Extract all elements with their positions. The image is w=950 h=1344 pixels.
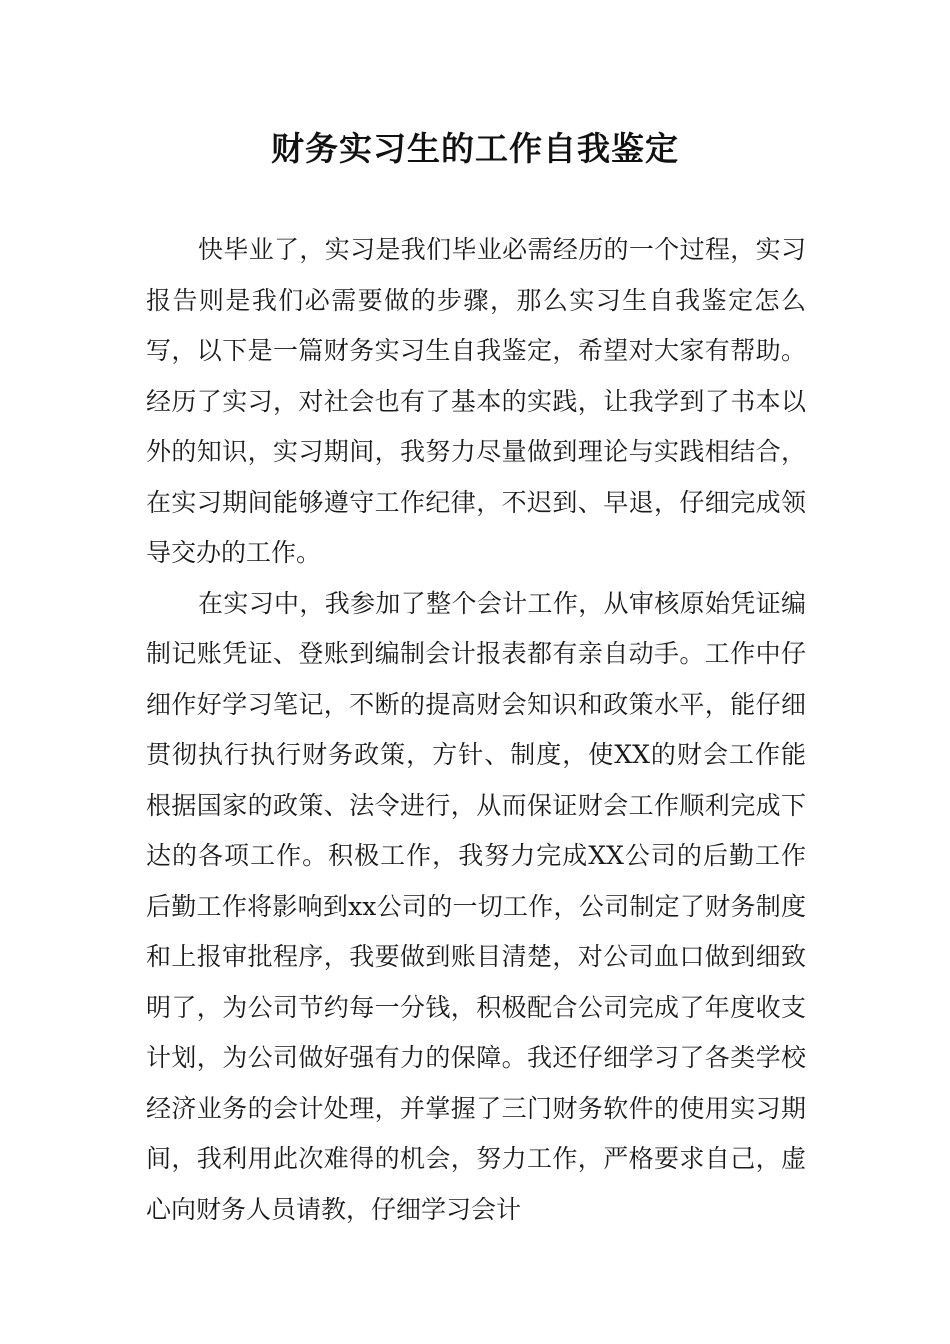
paragraph-intro: 快毕业了，实习是我们毕业必需经历的一个过程，实习报告则是我们必需要做的步骤，那么实习生自我鉴定怎么写，以下是一篇财务实习生自我鉴定，希望对大家有帮助。经历了实习，对社会也有了基本的实践，让我学到了书本以外的知识，实习期间，我努力尽量做到理论与实践相结合，在实习期间能够遵守工作纪律，不迟到、早退，仔细完成领导交办的工作。 bbox=[146, 235, 806, 567]
document-body bbox=[146, 225, 806, 1235]
paragraph-internship-work: 在实习中，我参加了整个会计工作，从审核原始凭证编制记账凭证、登账到编制会计报表都有亲自动手。工作中仔细作好学习笔记，不断的提高财会知识和政策水平，能仔细贯彻执行执行财务政策，方针、制度，使XX的财会工作能根据国家的政策、法令进行，从而保证财会工作顺利完成下达的各项工作。积极工作，我努力完成XX公司的后勤工作 后勤工作将影响到xx公司的一切工作，公司制定了财务制度和上报审批程序，我要做到账目清楚，对公司血口做到细致明了，为公司节约每一分钱，积极配合公司完成了年度收支计划，为公司做好强有力的保障。我还仔细学习了各类学校经济业务的会计处理，并掌握了三门财务软件的使用实习期间，我利用此次难得的机会，努力工作，严格要求自己，虚心向财务人员请教，仔细学习会计 bbox=[146, 588, 806, 1224]
document-title: 财务实习生的工作自我鉴定 bbox=[271, 129, 679, 168]
